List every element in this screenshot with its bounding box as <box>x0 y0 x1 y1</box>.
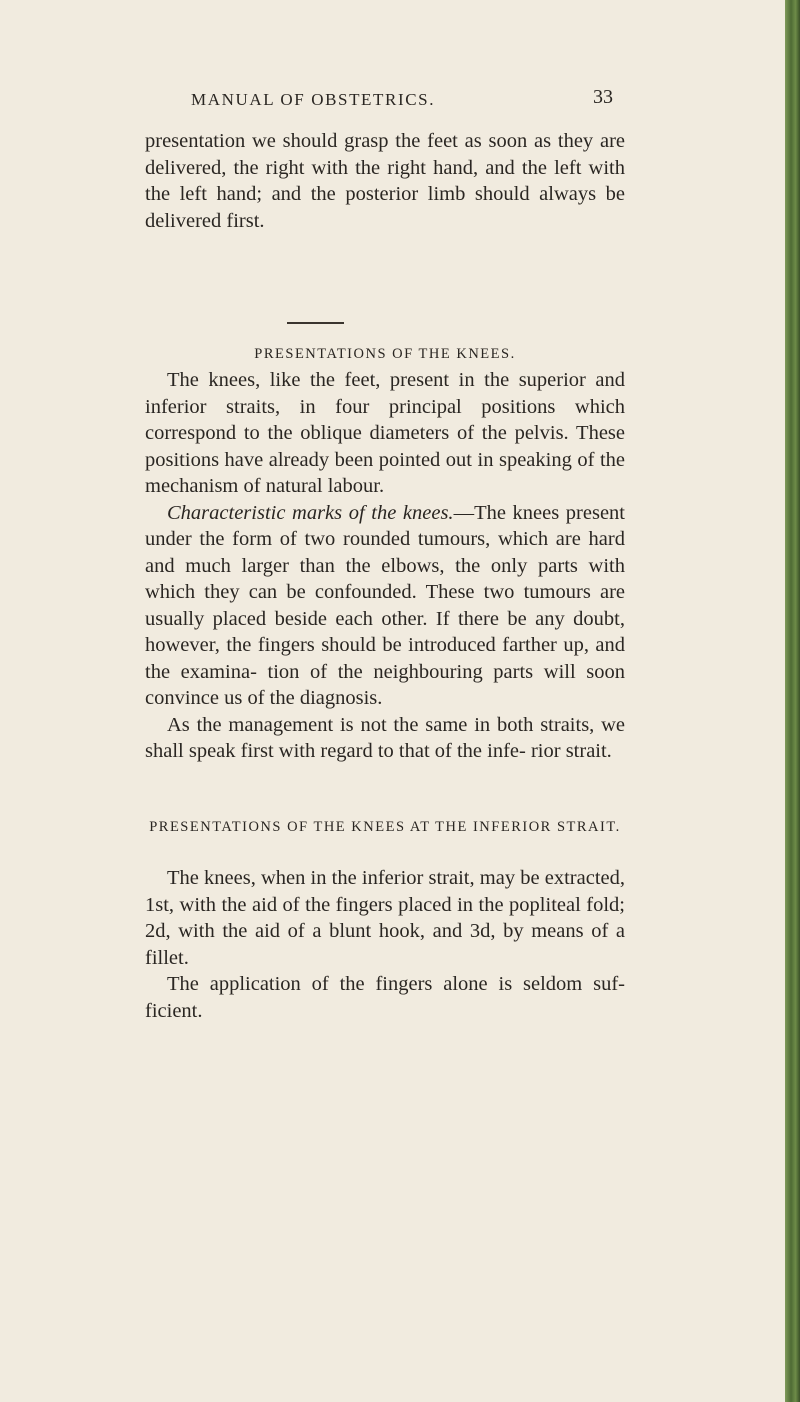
paragraph: The knees, when in the inferior strait, may be extracted, 1st, with the aid of the fingers placed in the popliteal fold; 2d, with the aid of a blunt hook, and 3d, by means of a fillet. <box>145 867 625 969</box>
section-heading: PRESENTATIONS OF THE KNEES. <box>254 346 516 362</box>
italic-term: Characteristic marks of the knees. <box>167 501 454 524</box>
section-heading: PRESENTATIONS OF THE KNEES AT THE INFERIOR STRAIT. <box>149 819 621 835</box>
book-spine-edge <box>785 0 800 1402</box>
paragraph: The application of the fingers alone is seldom suf- ficient. <box>145 973 625 1022</box>
page-header <box>0 86 785 116</box>
section-body <box>145 367 625 765</box>
paragraph <box>145 500 625 712</box>
paragraph: As the management is not the same in both straits, we shall speak first with regard to that of the infe- rior strait. <box>145 713 625 762</box>
running-head: MANUAL OF OBSTETRICS. <box>191 90 436 109</box>
opening-text <box>145 128 625 234</box>
section-body <box>145 865 625 1024</box>
paragraph: presentation we should grasp the feet as soon as they are delivered, the right with the right hand, and the left with the left hand; and the posterior limb should always be delivered first. <box>145 130 625 232</box>
section-divider <box>287 322 344 324</box>
paragraph-text: —The knees present under the form of two rounded tumours, which are hard and much larger than the elbows, the only parts with which they can be confounded. These two tumours are usually placed beside each other. If there be any doubt, however, the fingers should be introduced farther up, and the examina- tion of the neighbouring parts will soon convince us of the diagnosis. <box>145 501 625 709</box>
page-number: 33 <box>593 86 613 108</box>
paragraph: The knees, like the feet, present in the superior and inferior straits, in four principal positions which correspond to the oblique diameters of the pelvis. These positions have already been pointed out in speaking of the mechanism of natural labour. <box>145 369 625 497</box>
